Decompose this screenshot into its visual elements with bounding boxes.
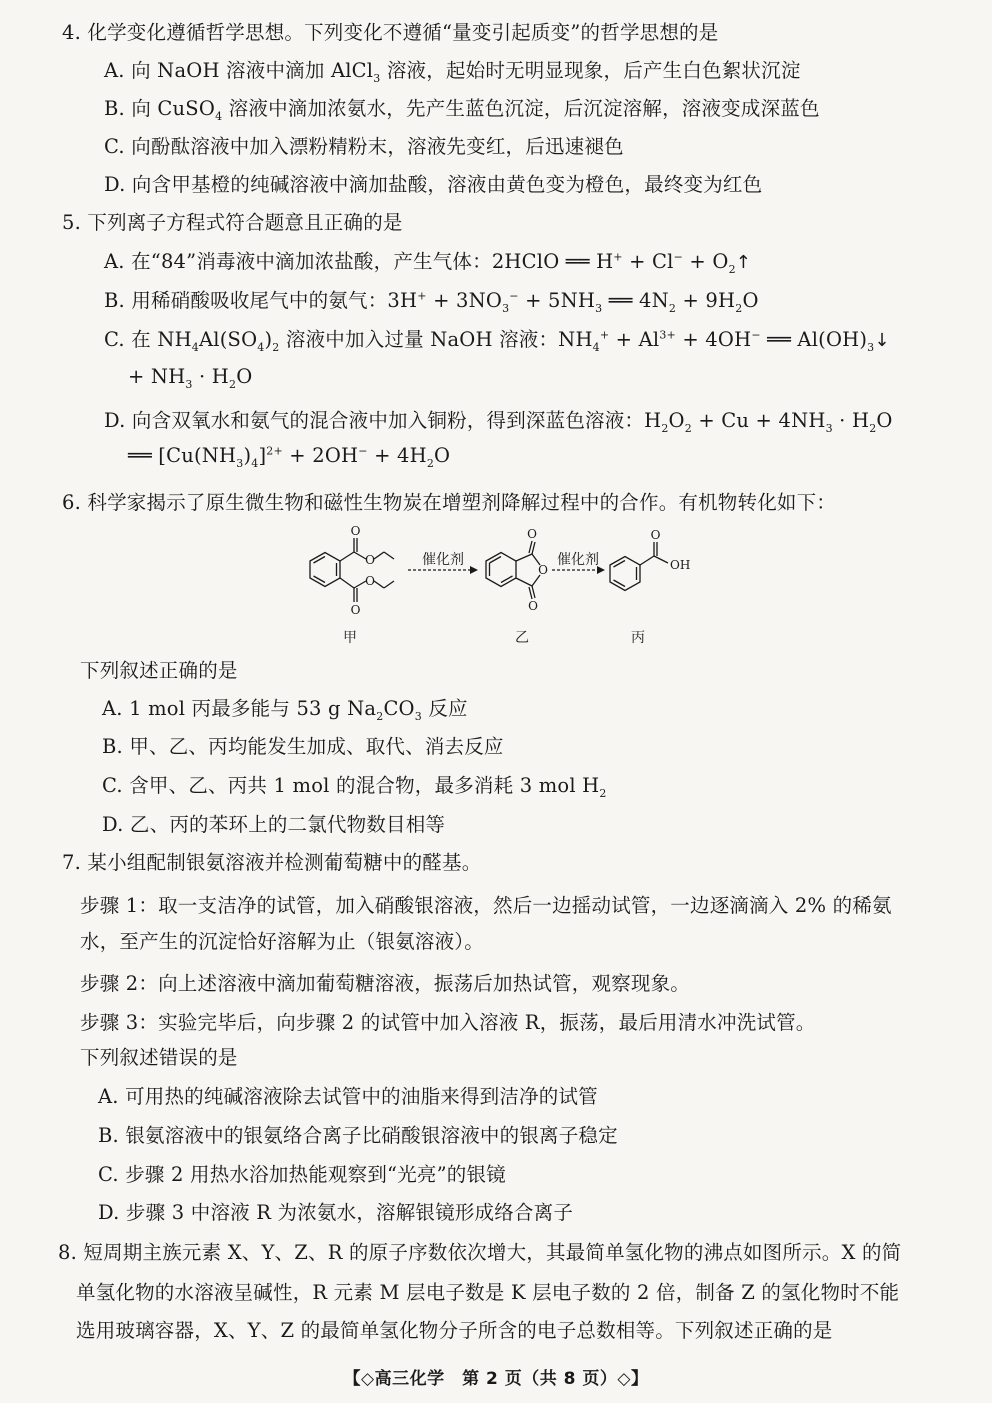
compound-yi-label: 乙 [515,630,529,646]
q6-option-b: B. 甲、乙、丙均能发生加成、取代、消去反应 [102,735,504,758]
q5-option-c-line1: C. 在 $NH_4Al(SO_4)_2$ 溶液中加入过量 NaOH 溶液：$NH_4^+ + Al^{3+} + 4OH^-$ ══ $Al(OH)_3↓$ [104,328,890,354]
yi-lower-oxygen: O [528,599,538,613]
q7-option-d: D. 步骤 3 中溶液 R 为浓氨水，溶解银镜形成络合离子 [98,1201,574,1224]
compound-jia-structure [310,538,394,602]
q7-step1-line1: 步骤 1：取一支洁净的试管，加入硝酸银溶液，然后一边摇动试管，一边逐滴滴入 2% 的稀氨 [80,894,892,917]
q4-option-a: A. 向 NaOH 溶液中滴加 AlCl$_3$ 溶液，起始时无明显现象，后产生白色絮状沉淀 [104,59,801,85]
bing-carbonyl-oxygen: O [650,528,661,542]
q4-stem: 4. 化学变化遵循哲学思想。下列变化不遵循“量变引起质变”的哲学思想的是 [62,21,719,44]
q7-step3: 步骤 3：实验完毕后，向步骤 2 的试管中加入溶液 R，振荡，最后用清水冲洗试管。 [80,1011,816,1034]
jia-ester-oxygen-2: O [365,574,375,588]
q8-line3: 选用玻璃容器，X、Y、Z 的最简单氢化物分子所含的电子总数相等。下列叙述正确的是 [76,1319,833,1342]
q7-option-c: C. 步骤 2 用热水浴加热能观察到“光亮”的银镜 [98,1163,506,1186]
compound-jia-label: 甲 [343,630,357,646]
q7-option-b: B. 银氨溶液中的银氨络合离子比硝酸银溶液中的银离子稳定 [98,1124,618,1147]
q8-line2: 单氢化物的水溶液呈碱性，R 元素 M 层电子数是 K 层电子数的 2 倍，制备 Z 的氢化物时不能 [76,1281,900,1304]
compound-bing-label: 丙 [631,630,645,646]
catalyst-label-2: 催化剂 [557,552,599,568]
q5-option-c-line2: + $NH_3 \cdot H_2O$ [128,365,253,391]
q5-option-b: B. 用稀硝酸吸收尾气中的氨气：$3H^+ + 3NO_3^- + 5NH_3$ ══ $4N_2 + 9H_2O$ [104,289,759,315]
compound-yi-structure [486,541,540,599]
reaction-scheme [290,522,710,650]
q6-option-c: C. 含甲、乙、丙共 1 mol 的混合物，最多消耗 3 mol $H_2$ [102,774,607,800]
q4-option-c: C. 向酚酞溶液中加入漂粉精粉末，溶液先变红，后迅速褪色 [104,135,624,158]
catalyst-label-1: 催化剂 [422,552,464,568]
q6-option-a: A. 1 mol 丙最多能与 53 g $Na_2CO_3$ 反应 [102,697,468,723]
jia-upper-oxygen: O [350,524,361,538]
q5-option-d-line2: ══ $[Cu(NH_3)_4]^{2+} + 2OH^- + 4H_2O$ [128,444,451,470]
q7-stem: 7. 某小组配制银氨溶液并检测葡萄糖中的醛基。 [62,851,482,874]
q7-step1-line2: 水，至产生的沉淀恰好溶解为止（银氨溶液）。 [80,930,484,953]
q7-option-a: A. 可用热的纯碱溶液除去试管中的油脂来得到洁净的试管 [98,1085,598,1108]
q7-step2: 步骤 2：向上述溶液中滴加葡萄糖溶液，振荡后加热试管，观察现象。 [80,972,691,995]
compound-bing-structure [610,542,668,591]
q5-stem: 5. 下列离子方程式符合题意且正确的是 [62,211,403,234]
q8-line1: 8. 短周期主族元素 X、Y、Z、R 的原子序数依次增大，其最简单氢化物的沸点如图所示。X 的简 [58,1241,902,1264]
q7-intro: 下列叙述错误的是 [80,1046,238,1069]
jia-ester-oxygen-1: O [365,553,375,567]
q4-option-d: D. 向含甲基橙的纯碱溶液中滴加盐酸，溶液由黄色变为橙色，最终变为红色 [104,173,763,196]
arrow-1-head [470,566,478,574]
jia-lower-oxygen: O [350,603,361,617]
q5-option-a: A. 在“84”消毒液中滴加浓盐酸，产生气体：2HClO ══ $H^+ + Cl^- + O_2↑$ [104,250,752,276]
yi-ring-oxygen: O [538,563,548,577]
q6-stem: 6. 科学家揭示了原生微生物和磁性生物炭在增塑剂降解过程中的合作。有机物转化如下： [62,491,837,514]
page-footer: 【◇高三化学 第 2 页（共 8 页）◇】 [343,1369,649,1389]
q6-intro: 下列叙述正确的是 [80,659,238,682]
q6-option-d: D. 乙、丙的苯环上的二氯代物数目相等 [102,813,446,836]
q4-option-b: B. 向 CuSO$_4$ 溶液中滴加浓氨水，先产生蓝色沉淀，后沉淀溶解，溶液变成深蓝色 [104,97,820,123]
bing-hydroxyl: OH [670,558,691,572]
q5-option-d-line1: D. 向含双氧水和氨气的混合液中加入铜粉，得到深蓝色溶液：$H_2O_2 + Cu + 4NH_3 \cdot H_2O$ [104,409,893,435]
yi-upper-oxygen: O [527,527,537,541]
